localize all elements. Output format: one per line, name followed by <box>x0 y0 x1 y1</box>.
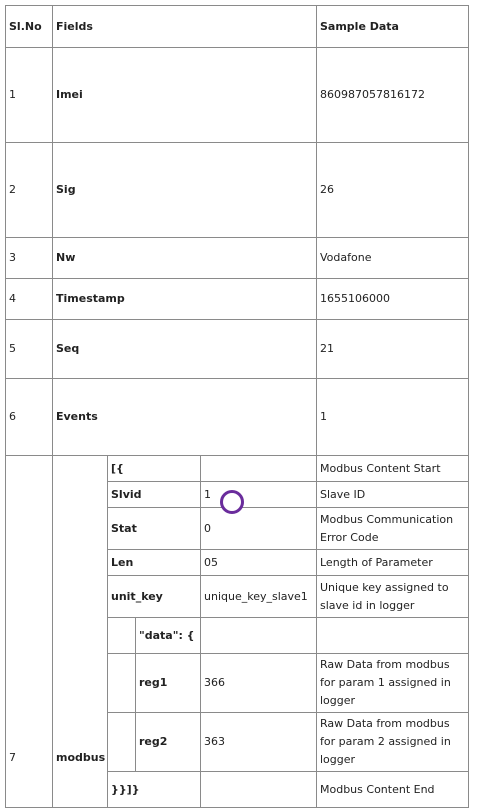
table-row <box>6 238 469 279</box>
description-cell: Unique key assigned to slave id in logger <box>317 576 469 618</box>
slno-cell: 7 <box>6 456 53 808</box>
sample-data-cell: 366 <box>201 654 317 713</box>
field-cell: Events <box>53 379 317 456</box>
subfield-key: unit_key <box>108 576 201 618</box>
sample-data-cell: 05 <box>201 550 317 576</box>
subfield-key: Len <box>108 550 201 576</box>
sample-data-cell: 363 <box>201 713 317 772</box>
field-cell: modbus <box>53 456 108 808</box>
field-cell: Nw <box>53 238 317 279</box>
description-cell: Modbus Communication Error Code <box>317 508 469 550</box>
slno-cell: 3 <box>6 238 53 279</box>
sample-data-cell: 26 <box>317 143 469 238</box>
sample-data-cell: Vodafone <box>317 238 469 279</box>
field-cell: Sig <box>53 143 317 238</box>
description-cell: Raw Data from modbus for param 1 assigned in logger <box>317 654 469 713</box>
subfield-key: Slvid <box>108 482 201 508</box>
indent-cell <box>108 654 136 713</box>
slno-cell: 5 <box>6 320 53 379</box>
description-cell <box>317 618 469 654</box>
header-sample-data: Sample Data <box>317 6 469 48</box>
modbus-row <box>6 456 469 482</box>
description-cell: Length of Parameter <box>317 550 469 576</box>
table-header-row <box>6 6 469 48</box>
slno-cell: 6 <box>6 379 53 456</box>
table-row <box>6 379 469 456</box>
description-cell: Modbus Content End <box>317 772 469 808</box>
sample-data-cell: 1655106000 <box>317 279 469 320</box>
sample-data-cell <box>201 456 317 482</box>
table-row <box>6 48 469 143</box>
slno-cell: 1 <box>6 48 53 143</box>
header-slno: Sl.No <box>6 6 53 48</box>
field-cell: Timestamp <box>53 279 317 320</box>
document-page <box>5 5 468 808</box>
sample-data-cell: 1 <box>317 379 469 456</box>
sample-data-cell: 1 <box>201 482 317 508</box>
subfield-key: reg2 <box>136 713 201 772</box>
sample-data-cell <box>201 618 317 654</box>
indent-cell <box>108 618 136 654</box>
sample-data-cell <box>201 772 317 808</box>
scroll-indicator <box>220 490 244 514</box>
sample-data-cell: 21 <box>317 320 469 379</box>
field-cell: Imei <box>53 48 317 143</box>
table-row <box>6 320 469 379</box>
description-cell: Slave ID <box>317 482 469 508</box>
field-cell: Seq <box>53 320 317 379</box>
table-row <box>6 279 469 320</box>
header-fields: Fields <box>53 6 317 48</box>
subfield-key: Stat <box>108 508 201 550</box>
subfield-key: reg1 <box>136 654 201 713</box>
subfield-key: [{ <box>108 456 201 482</box>
indent-cell <box>108 713 136 772</box>
sample-data-cell: unique_key_slave1 <box>201 576 317 618</box>
data-format-table <box>5 5 469 808</box>
sample-data-cell: 860987057816172 <box>317 48 469 143</box>
subfield-key: }}]} <box>108 772 201 808</box>
subfield-key: "data": { <box>136 618 201 654</box>
table-row <box>6 143 469 238</box>
slno-cell: 2 <box>6 143 53 238</box>
description-cell: Modbus Content Start <box>317 456 469 482</box>
description-cell: Raw Data from modbus for param 2 assigned in logger <box>317 713 469 772</box>
sample-data-cell: 0 <box>201 508 317 550</box>
slno-cell: 4 <box>6 279 53 320</box>
